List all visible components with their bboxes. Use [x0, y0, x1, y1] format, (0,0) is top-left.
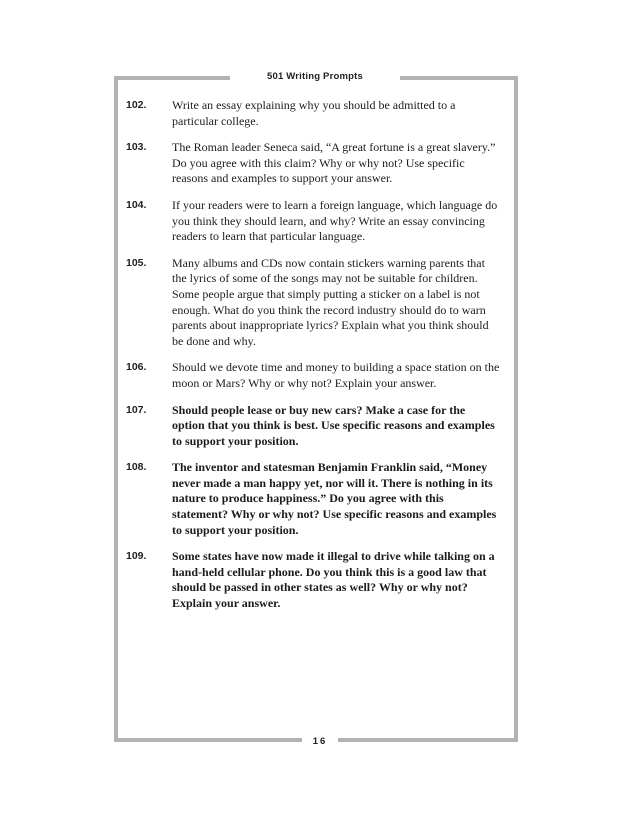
prompt-item	[126, 403, 516, 450]
prompt-text: Should we devote time and money to building a space station on the moon or Mars? Why or why not? Explain your answer.	[172, 360, 500, 390]
running-header: 501 Writing Prompts	[230, 69, 400, 85]
prompt-item	[126, 460, 516, 538]
prompt-item	[126, 98, 516, 129]
prompt-text: Some states have now made it illegal to drive while talking on a hand-held cellular phone. Do you think this is a good law that should be passed in other states as well? Why or why not? Explain your answer.	[172, 549, 495, 611]
prompt-item	[126, 140, 516, 187]
page-number: 16	[302, 733, 338, 751]
prompt-number: 107.	[126, 403, 147, 416]
prompt-number: 106.	[126, 361, 147, 374]
prompt-item	[126, 256, 516, 350]
prompt-item	[126, 198, 516, 245]
prompt-item	[126, 549, 516, 611]
prompt-text: Should people lease or buy new cars? Make a case for the option that you think is best. Use specific reasons and examples to support your position.	[172, 402, 495, 448]
prompt-number: 105.	[126, 256, 147, 269]
prompt-number: 104.	[126, 198, 147, 211]
prompt-number: 109.	[126, 550, 147, 563]
prompt-list	[126, 98, 516, 623]
prompt-number: 108.	[126, 461, 147, 474]
prompt-number: 102.	[126, 99, 147, 111]
prompt-text: The Roman leader Seneca said, “A great fortune is a great slavery.” Do you agree with this claim? Why or why not? Use specific reasons and examples to support your answer.	[172, 140, 496, 186]
prompt-number: 103.	[126, 141, 147, 154]
prompt-text: Many albums and CDs now contain stickers warning parents that the lyrics of some of the songs may not be suitable for children. Some people argue that simply putting a sticker on a label is not enough. What do you think the record industry should do to warn parents about inappropriate lyrics? Explain what you think should be done and why.	[172, 255, 489, 348]
prompt-text: Write an essay explaining why you should be admitted to a particular college.	[172, 98, 456, 128]
prompt-text: The inventor and statesman Benjamin Franklin said, “Money never made a man happy yet, nor will it. There is nothing in its nature to produce happiness.” Do you agree with this statement? Why or why not? Use specific reasons and examples to support your position.	[172, 460, 497, 537]
prompt-item	[126, 360, 516, 391]
prompt-text: If your readers were to learn a foreign language, which language do you think they should learn, and why? Write an essay convincing readers to learn that particular language.	[172, 197, 498, 244]
